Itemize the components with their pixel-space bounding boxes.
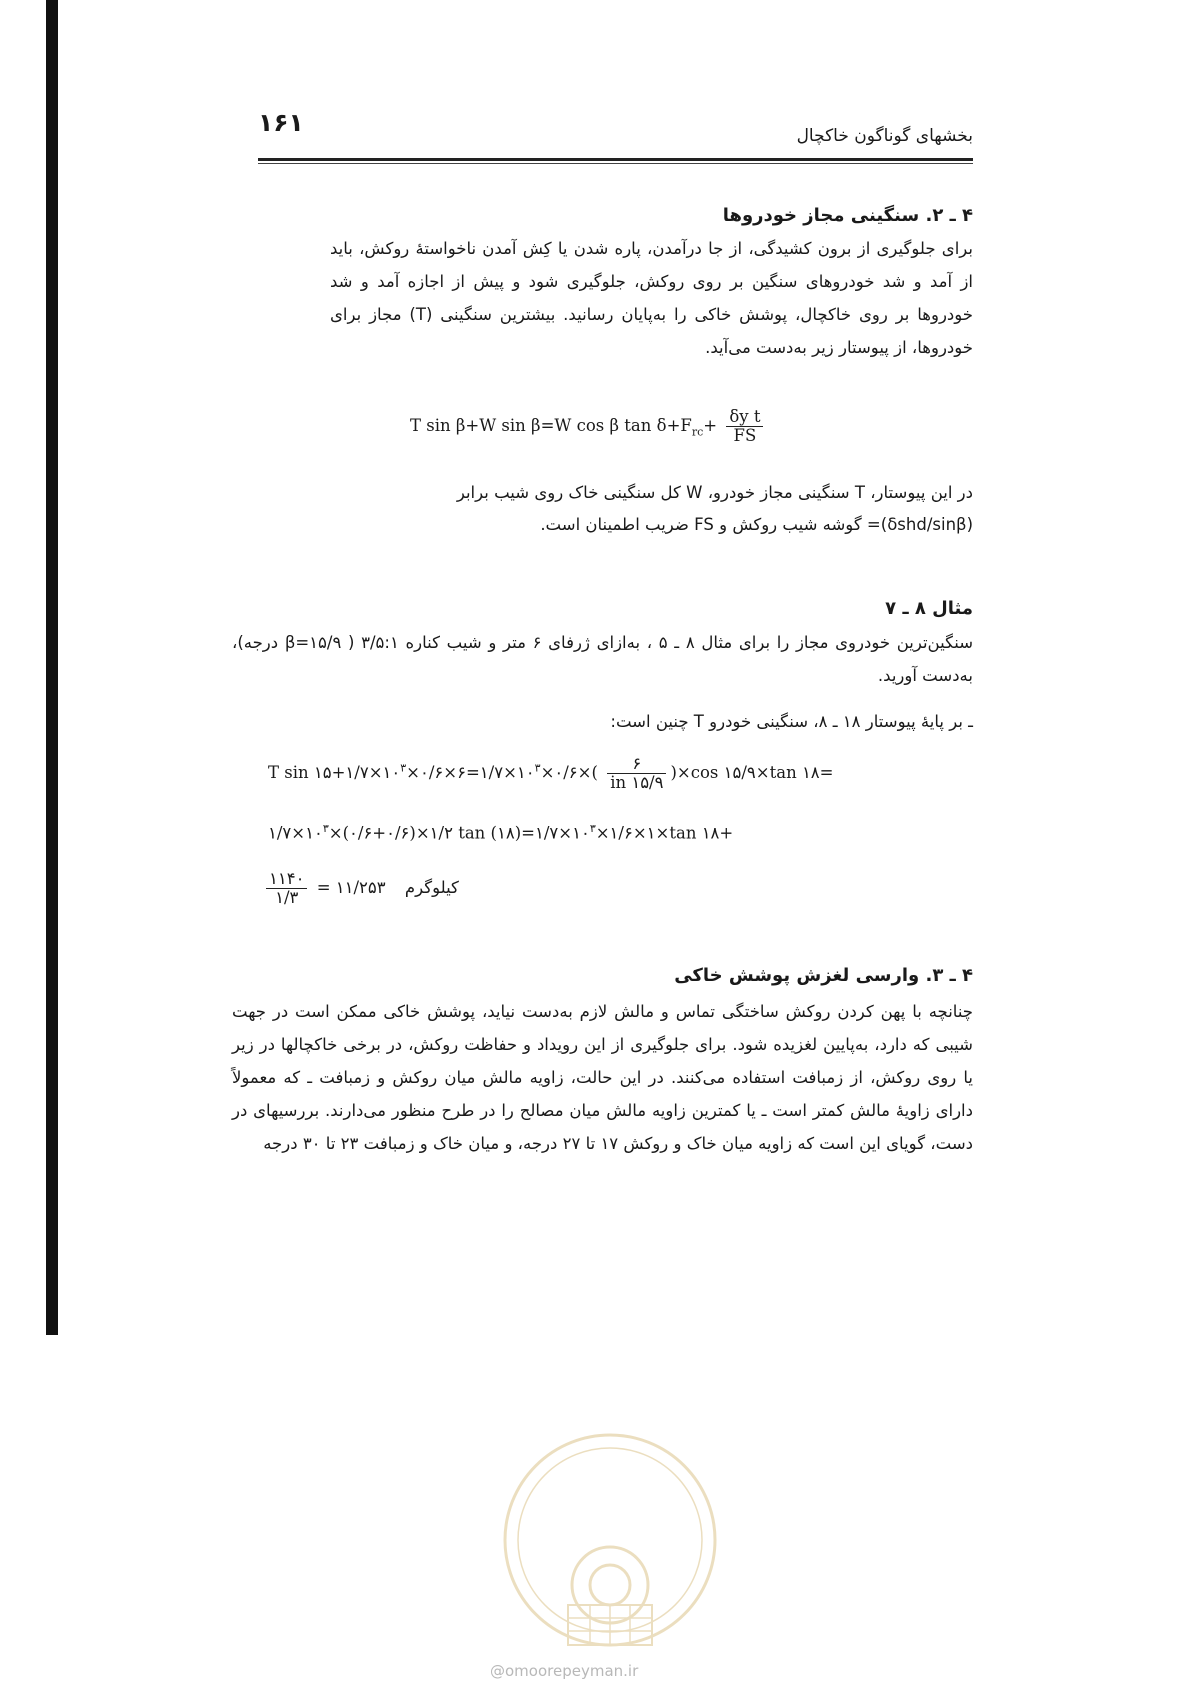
example-paragraph: سنگین‌ترین خودروی مجاز را برای مثال ۸ ـ ۵ ، به‌ازای ژرفای ۶ متر و شیب کناره ۳/۵:۱ ( β=۱۵/۹ درجه)، به‌دست آورید. bbox=[232, 633, 974, 685]
scan-edge-bar bbox=[46, 0, 58, 1335]
calculation-result bbox=[262, 870, 459, 907]
header-rule-thin bbox=[258, 163, 973, 164]
explanation-line-2: (δshd/sinβ)= گوشه شیب روکش و FS ضریب اطمینان است. bbox=[540, 515, 973, 534]
header-rule bbox=[258, 158, 973, 161]
calc-1-sup-b: ۳ bbox=[534, 761, 541, 775]
fraction-numerator: δy t bbox=[726, 408, 763, 427]
calc-2-sup-a: ۳ bbox=[322, 822, 329, 835]
calc-2-part-c: ×۱/۶×۱×tan ۱۸+ bbox=[595, 823, 734, 843]
page-number: ۱۶۱ bbox=[258, 108, 304, 137]
fraction-denominator: FS bbox=[733, 426, 757, 445]
calc-1-part-a: T sin ۱۵+۱/۷×۱۰ bbox=[268, 763, 401, 782]
calculation-line-1 bbox=[268, 755, 834, 792]
calc-2-part-b: ×(۰/۶+۰/۶)×۱/۲ tan (۱۸)=۱/۷×۱۰ bbox=[328, 823, 590, 843]
explanation-line-1: در این پیوستار، T سنگینی مجاز خودرو، W کل سنگینی خاک روی شیب برابر bbox=[456, 483, 973, 502]
equation-max-load bbox=[410, 408, 767, 445]
section-4-3-paragraph: چنانچه با پهن کردن روکش ساختگی تماس و مالش لازم به‌دست نیاید، پوشش خاکی ممکن است در جهت شیبی که دارد، به‌پایین لغزیده شود. برای جلوگیری از این رویداد و حفاظت روکش، در برخی خاکچالها در زیر یا روی روکش، از زمبافت استفاده می‌کنند. در این حالت، زاویه مالش میان روکش و زمبافت ـ که معمولاً دارای زاویهٔ مالش کمتر است ـ یا کمترین زاویه مالش میان مصالح را در طرح منظور می‌دارند. بررسیهای در دست، گویای این است که زاویه میان خاک و روکش ۱۷ تا ۲۷ درجه، و میان خاک و زمبافت ۲۳ تا ۳۰ درجه bbox=[232, 1002, 973, 1153]
result-denominator: ۱/۳ bbox=[275, 888, 299, 907]
calc-1-sup-a: ۳ bbox=[400, 761, 407, 775]
calc-1-denominator: in ۱۵/۹ bbox=[610, 773, 664, 792]
section-heading-4-3: ۴ ـ ۳. وارسی لغزش پوشش خاکی bbox=[674, 965, 973, 986]
watermark-stamp bbox=[490, 1420, 730, 1660]
calc-1-numerator: ۶ bbox=[607, 755, 666, 774]
equation-lhs: T sin β+W sin β=W cos β tan δ+F bbox=[410, 416, 692, 435]
watermark-url: @omoorepeyman.ir bbox=[490, 1662, 639, 1680]
calc-1-part-d: )×cos ۱۵/۹×tan ۱۸= bbox=[670, 763, 834, 782]
result-fraction bbox=[266, 870, 307, 907]
example-line: ـ بر پایهٔ پیوستار ۱۸ ـ ۸، سنگینی خودرو T چنین است: bbox=[610, 712, 973, 731]
calc-1-part-c: ×۰/۶×( bbox=[540, 763, 598, 782]
running-head: بخشهای گوناگون خاکچال bbox=[796, 126, 973, 146]
calc-1-fraction bbox=[607, 755, 666, 792]
calc-2-sup-b: ۳ bbox=[589, 822, 596, 835]
result-unit: کیلوگرم bbox=[404, 878, 459, 897]
equation-fraction bbox=[726, 408, 763, 445]
result-value: = ۱۱/۲۵۳ bbox=[316, 878, 386, 897]
calc-1-part-b: ×۰/۶×۶=۱/۷×۱۰ bbox=[406, 763, 535, 782]
result-numerator: ۱۱۴۰ bbox=[266, 870, 307, 889]
equation-plus: + bbox=[703, 416, 718, 435]
section-heading-4-2: ۴ ـ ۲. سنگینی مجاز خودروها bbox=[722, 205, 973, 226]
calculation-line-2 bbox=[268, 822, 733, 843]
example-heading: مثال ۸ ـ ۷ bbox=[885, 598, 973, 619]
calc-2-part-a: ۱/۷×۱۰ bbox=[268, 823, 323, 843]
section-4-2-paragraph: برای جلوگیری از برون کشیدگی، از جا درآمدن، پاره شدن یا کِش آمدن ناخواستهٔ روکش، باید از آمد و شد خودروهای سنگین بر روی روکش، جلوگیری شود و پیش از اجازه آمد و شد خودروها بر روی خاکچال، پوشش خاکی را به‌پایان رسانید. بیشترین سنگینی (T) مجاز برای خودروها، از پیوستار زیر به‌دست می‌آید. bbox=[330, 239, 973, 357]
equation-subscript: rc bbox=[691, 425, 704, 439]
